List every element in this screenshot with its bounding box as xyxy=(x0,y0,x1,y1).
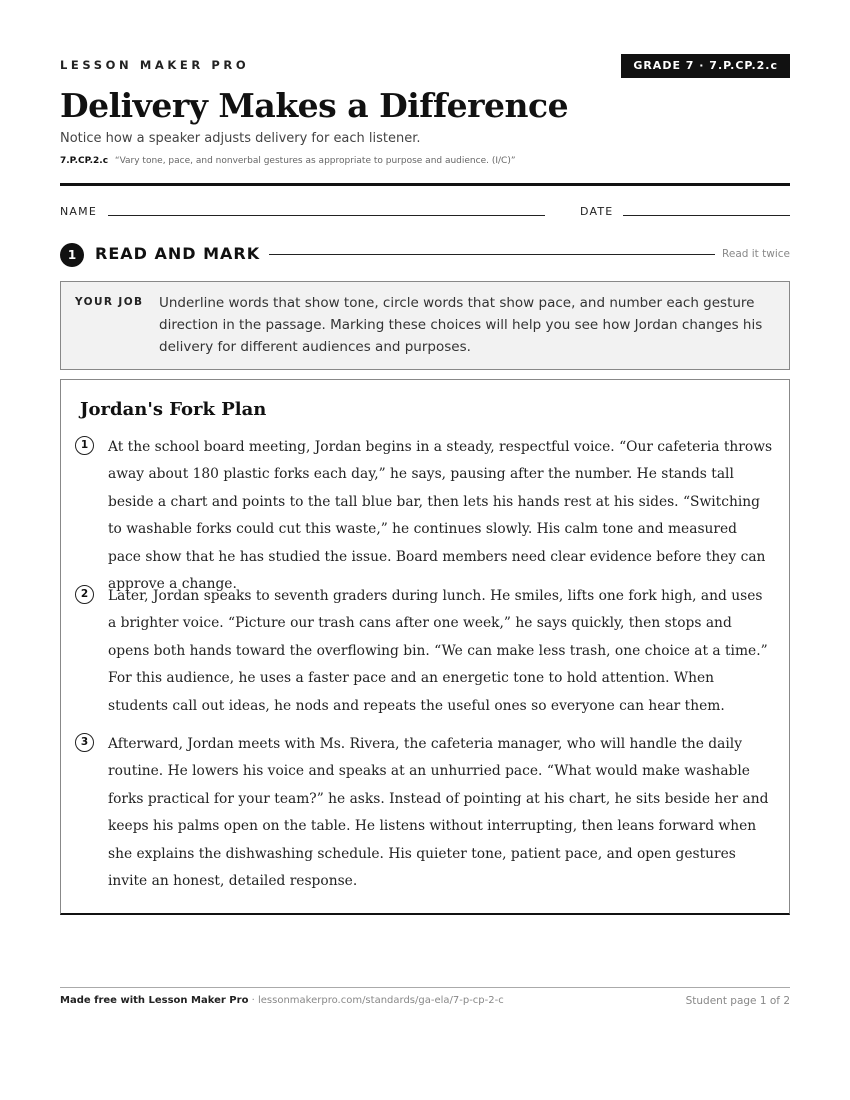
section-number: 1 xyxy=(60,243,84,267)
paragraph-number: 2 xyxy=(75,585,94,604)
your-job-box xyxy=(60,281,790,370)
name-field[interactable] xyxy=(108,215,545,216)
your-job-text: Underline words that show tone, circle words that show pace, and number each gesture direction in the passage. Marking these choices will help you see how Jordan changes his delivery for different audiences and purposes. xyxy=(159,295,763,355)
footer-url[interactable]: · lessonmakerpro.com/standards/ga-ela/7-p-cp-2-c xyxy=(248,995,504,1006)
section-hint: Read it twice xyxy=(722,248,790,260)
standard-text: “Vary tone, pace, and nonverbal gestures as appropriate to purpose and audience. (I/C)” xyxy=(114,156,516,166)
section-divider xyxy=(269,254,715,255)
standard-line xyxy=(60,156,516,166)
date-field[interactable] xyxy=(623,215,790,216)
passage-paragraph: Later, Jordan speaks to seventh graders during lunch. He smiles, lifts one fork high, and uses a brighter voice. “Picture our trash cans after one week,” he says quickly, then stops and opens both hands toward the overflowing bin. “We can make less trash, one choice at a time.” For this audience, he uses a faster pace and an energetic tone to hold attention. When students call out ideas, he nods and repeats the useful ones so everyone can hear them. xyxy=(108,588,768,714)
paragraph-number: 1 xyxy=(75,436,94,455)
footer-made-with: Made free with Lesson Maker Pro xyxy=(60,995,249,1006)
your-job-label: YOUR JOB xyxy=(75,296,144,308)
grade-badge: GRADE 7 · 7.P.CP.2.c xyxy=(621,54,790,78)
standard-code: 7.P.CP.2.c xyxy=(60,156,109,166)
passage-title: Jordan's Fork Plan xyxy=(80,399,267,420)
passage-paragraph: Afterward, Jordan meets with Ms. Rivera, the cafeteria manager, who will handle the daily routine. He lowers his voice and speaks at an unhurried pace. “What would make washable forks practical for your team?” he asks. Instead of pointing at his chart, he sits beside her and keeps his palms open on the table. He listens without interrupting, then leans forward when she explains the dishwashing schedule. His quieter tone, patient pace, and open gestures invite an honest, detailed response. xyxy=(108,736,769,890)
brand-name: LESSON MAKER PRO xyxy=(60,58,250,72)
passage-box xyxy=(60,379,790,915)
paragraph-number: 3 xyxy=(75,733,94,752)
footer-divider xyxy=(60,987,790,988)
page-subtitle: Notice how a speaker adjusts delivery for each listener. xyxy=(60,131,421,146)
date-label: DATE xyxy=(580,205,614,218)
passage-paragraph: At the school board meeting, Jordan begins in a steady, respectful voice. “Our cafeteria throws away about 180 plastic forks each day,” he says, pausing after the number. He stands tall beside a chart and points to the tall blue bar, then lets his hands rest at his sides. “Switching to washable forks could cut this waste,” he continues slowly. His calm tone and measured pace show that he has studied the issue. Board members need clear evidence before they can approve a change. xyxy=(108,439,773,593)
name-label: NAME xyxy=(60,205,97,218)
page-title: Delivery Makes a Difference xyxy=(60,86,569,125)
header-divider xyxy=(60,183,790,186)
footer-credit xyxy=(60,995,504,1006)
footer-page-number: Student page 1 of 2 xyxy=(685,995,790,1007)
section-title: READ AND MARK xyxy=(95,244,261,263)
